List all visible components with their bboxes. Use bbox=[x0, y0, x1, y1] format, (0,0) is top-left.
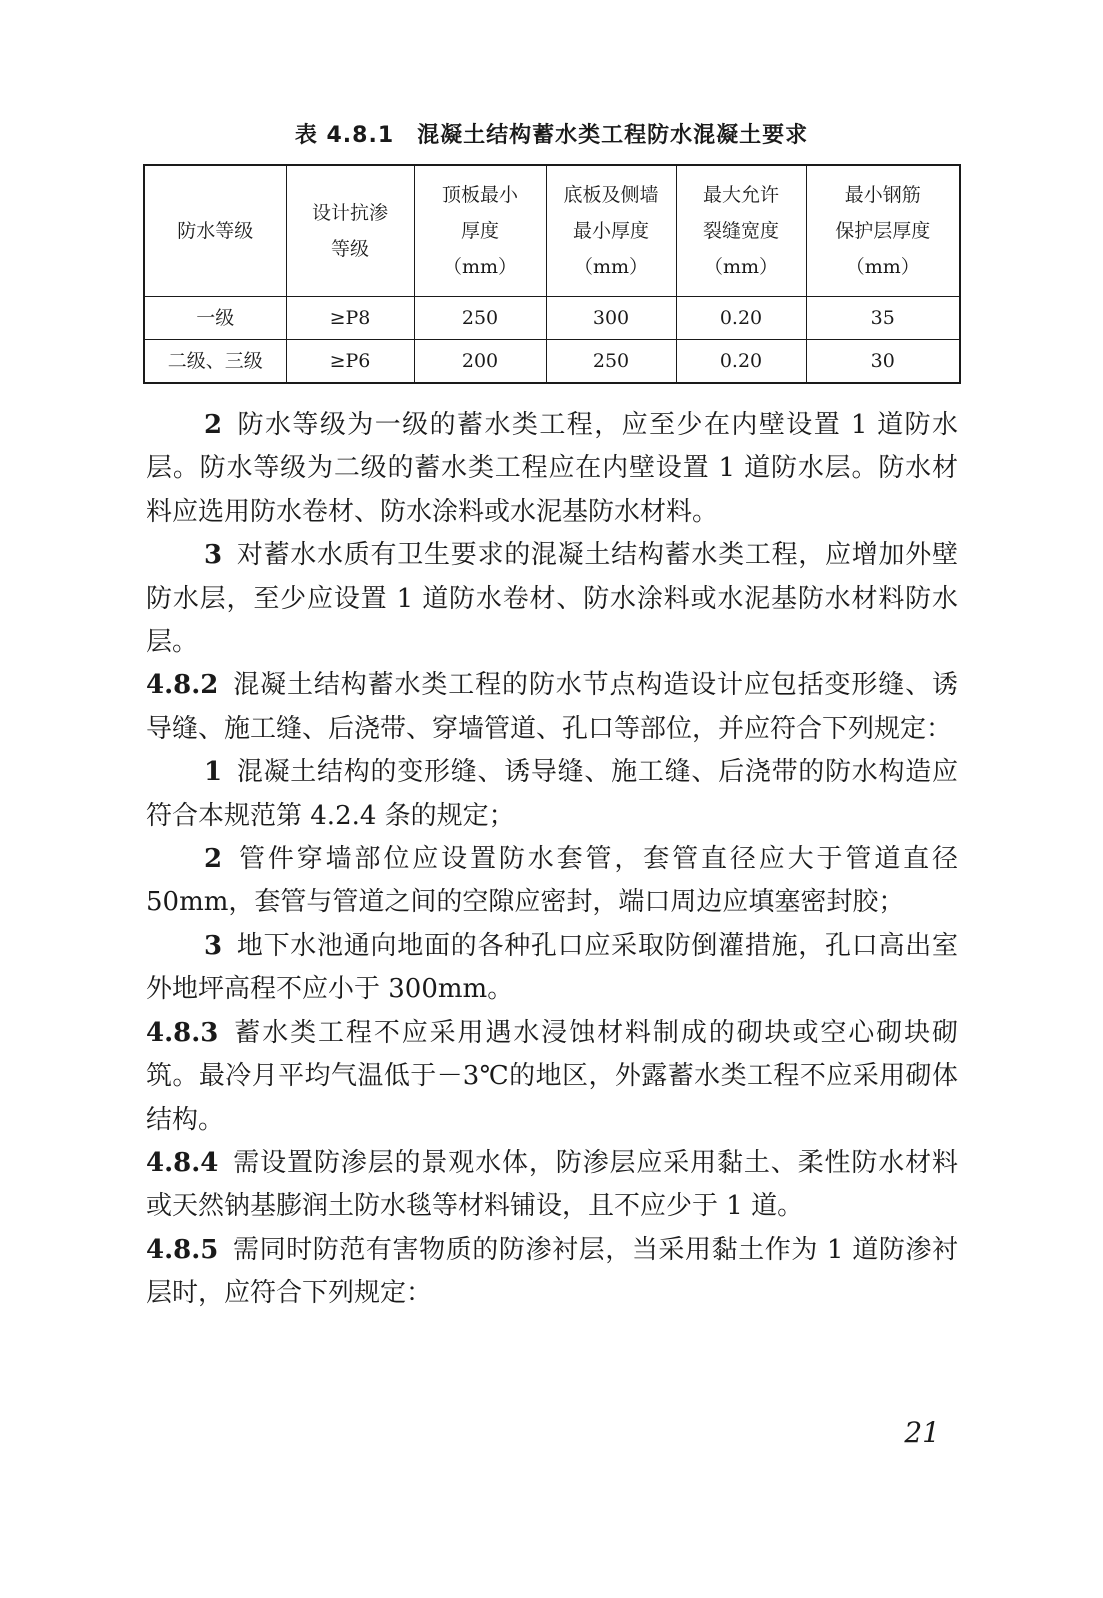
header-unit: （mm） bbox=[442, 256, 518, 278]
table-cell: ≥P8 bbox=[286, 297, 414, 340]
header-line: 保护层厚度 bbox=[835, 220, 931, 242]
header-unit: （mm） bbox=[703, 256, 779, 278]
table-cell: ≥P6 bbox=[286, 340, 414, 384]
table-cell: 30 bbox=[806, 340, 960, 384]
header-cell bbox=[286, 165, 414, 297]
table-cell: 300 bbox=[546, 297, 676, 340]
table-row bbox=[144, 340, 960, 384]
table-cell: 0.20 bbox=[676, 297, 806, 340]
requirements-table bbox=[143, 164, 961, 384]
table-cell: 35 bbox=[806, 297, 960, 340]
clause bbox=[146, 1012, 958, 1142]
header-line: 防水等级 bbox=[177, 220, 254, 242]
table-cell: 0.20 bbox=[676, 340, 806, 384]
body-text bbox=[146, 404, 958, 1316]
header-cell bbox=[806, 165, 960, 297]
header-line: 底板及侧墙 bbox=[563, 184, 659, 206]
header-line: 等级 bbox=[330, 238, 369, 260]
paragraph-text: 防水等级为一级的蓄水类工程，应至少在内壁设置 1 道防水层。防水等级为二级的蓄水类工程应在内壁设置 1 道防水层。防水材料应选用防水卷材、防水涂料或水泥基防水材料。 bbox=[146, 410, 958, 527]
header-line: 最小厚度 bbox=[572, 220, 649, 242]
clause-text: 需同时防范有害物质的防渗衬层，当采用黏土作为 1 道防渗衬层时，应符合下列规定： bbox=[146, 1234, 958, 1309]
clause-number: 4.8.3 bbox=[146, 1017, 219, 1048]
item-number: 3 bbox=[204, 540, 223, 571]
paragraph-text: 地下水池通向地面的各种孔口应采取防倒灌措施，孔口高出室外地坪高程不应小于 300mm。 bbox=[146, 930, 958, 1005]
clause-number: 4.8.5 bbox=[146, 1234, 219, 1265]
header-line: 最小钢筋 bbox=[844, 184, 921, 206]
item-number: 2 bbox=[204, 410, 223, 440]
paragraph-text: 对蓄水水质有卫生要求的混凝土结构蓄水类工程，应增加外壁防水层，至少应设置 1 道防水卷材、防水涂料或水泥基防水材料防水层。 bbox=[146, 540, 958, 658]
header-line: 顶板最小 bbox=[441, 184, 518, 206]
clause-number: 4.8.4 bbox=[146, 1147, 219, 1178]
item-number: 2 bbox=[204, 844, 223, 875]
page-number: 21 bbox=[904, 1416, 940, 1449]
header-unit: （mm） bbox=[845, 256, 920, 278]
clause-text: 混凝土结构蓄水类工程的防水节点构造设计应包括变形缝、诱导缝、施工缝、后浇带、穿墙管道、孔口等部位，并应符合下列规定： bbox=[146, 670, 958, 744]
header-line: 裂缝宽度 bbox=[702, 220, 779, 242]
paragraph bbox=[146, 534, 958, 664]
paragraph bbox=[146, 751, 958, 838]
header-unit: （mm） bbox=[573, 256, 649, 278]
table-caption: 表 4.8.1 混凝土结构蓄水类工程防水混凝土要求 bbox=[294, 123, 809, 148]
header-cell bbox=[546, 165, 676, 297]
paragraph bbox=[146, 404, 958, 534]
header-line: 设计抗渗 bbox=[311, 202, 388, 224]
table-cell: 250 bbox=[546, 340, 676, 384]
paragraph-text: 混凝土结构的变形缝、诱导缝、施工缝、后浇带的防水构造应符合本规范第 4.2.4 条的规定； bbox=[146, 757, 958, 831]
header-cell bbox=[676, 165, 806, 297]
clause-text: 蓄水类工程不应采用遇水浸蚀材料制成的砌块或空心砌块砌筑。最冷月平均气温低于－3℃的地区，外露蓄水类工程不应采用砌体结构。 bbox=[146, 1017, 958, 1135]
table-row bbox=[144, 297, 960, 340]
clause bbox=[146, 1229, 958, 1316]
header-cell bbox=[414, 165, 546, 297]
item-number: 1 bbox=[204, 757, 223, 788]
header-line: 厚度 bbox=[460, 220, 499, 242]
table-cell: 一级 bbox=[144, 297, 286, 340]
paragraph-text: 管件穿墙部位应设置防水套管，套管直径应大于管道直径 50mm，套管与管道之间的空隙应密封，端口周边应填塞密封胶； bbox=[146, 844, 958, 918]
header-line: 最大允许 bbox=[702, 184, 779, 206]
table-cell: 二级、三级 bbox=[144, 340, 286, 384]
item-number: 3 bbox=[204, 930, 223, 961]
clause-text: 需设置防渗层的景观水体，防渗层应采用黏土、柔性防水材料或天然钠基膨润土防水毯等材料铺设，且不应少于 1 道。 bbox=[146, 1147, 958, 1222]
clause bbox=[146, 664, 958, 751]
table-header-row bbox=[144, 165, 960, 297]
paragraph bbox=[146, 838, 958, 925]
clause-number: 4.8.2 bbox=[146, 670, 219, 701]
clause bbox=[146, 1142, 958, 1229]
table-cell: 200 bbox=[414, 340, 546, 384]
header-cell bbox=[144, 165, 286, 297]
paragraph bbox=[146, 925, 958, 1012]
table-cell: 250 bbox=[414, 297, 546, 340]
